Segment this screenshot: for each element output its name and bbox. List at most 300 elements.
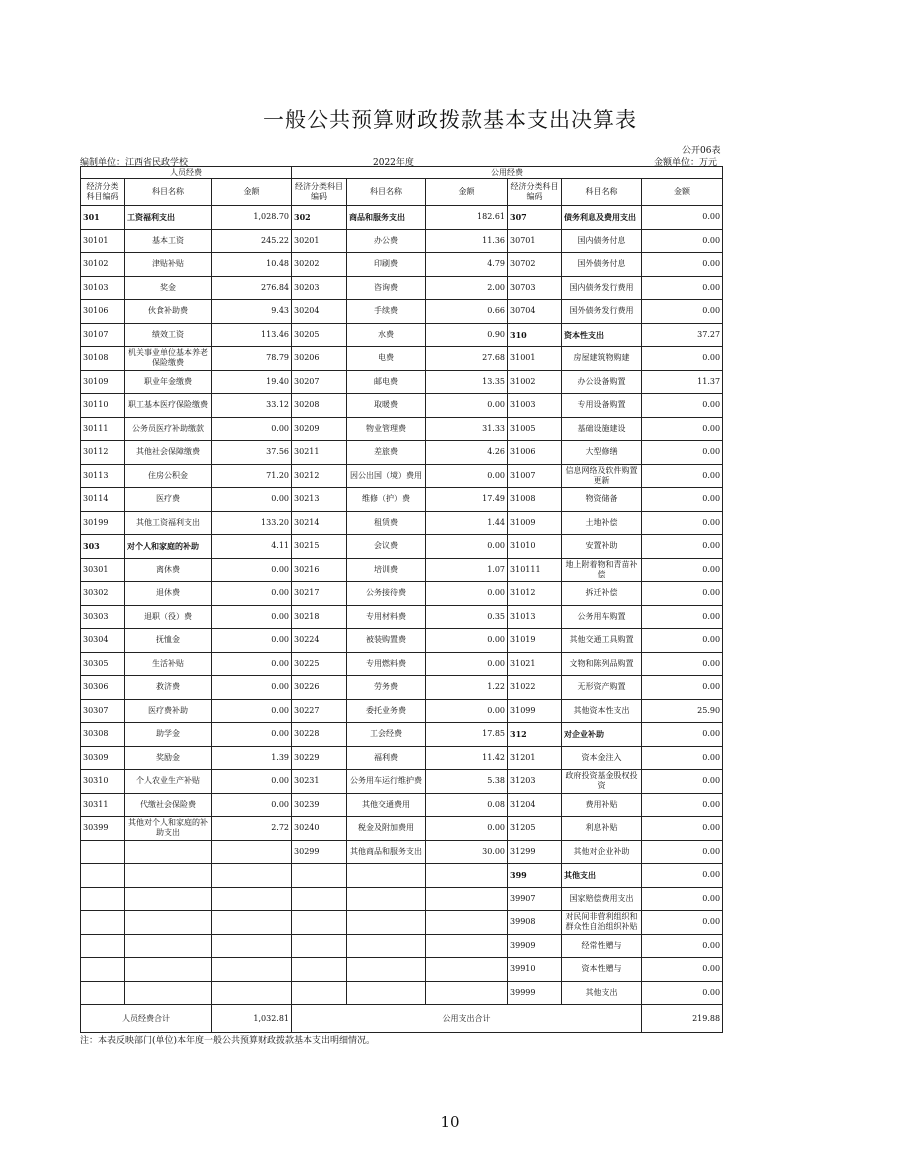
name-cell: 文物和陈列品购置 [562, 652, 642, 676]
name-cell: 奖励金 [125, 746, 212, 770]
table-row [81, 582, 723, 606]
code-cell: 30310 [81, 770, 125, 794]
amount-cell: 0.00 [642, 511, 723, 535]
name-cell: 救济费 [125, 676, 212, 700]
amount-cell: 0.00 [642, 347, 723, 371]
code-cell: 30231 [292, 770, 347, 794]
name-cell: 其他交通工具购置 [562, 629, 642, 653]
table-row [81, 652, 723, 676]
table-row [81, 511, 723, 535]
name-cell: 邮电费 [347, 370, 426, 394]
personnel-total-value: 1,032.81 [212, 1005, 292, 1033]
name-cell: 其他对企业补助 [562, 840, 642, 864]
code-cell: 30239 [292, 793, 347, 817]
code-cell: 31021 [508, 652, 562, 676]
name-cell: 医疗费 [125, 488, 212, 512]
name-cell: 公务用车购置 [562, 605, 642, 629]
amount-cell: 0.00 [426, 535, 508, 559]
code-cell: 30208 [292, 394, 347, 418]
name-cell: 被装购置费 [347, 629, 426, 653]
amount-cell: 0.00 [212, 605, 292, 629]
name-cell: 其他对个人和家庭的补助支出 [125, 817, 212, 841]
amount-cell: 0.00 [212, 676, 292, 700]
amount-cell: 0.00 [212, 558, 292, 582]
amount-cell: 10.48 [212, 253, 292, 277]
amount-cell: 0.00 [642, 958, 723, 982]
code-cell: 310111 [508, 558, 562, 582]
name-cell: 津贴补贴 [125, 253, 212, 277]
code-cell: 302 [292, 206, 347, 230]
table-row [81, 441, 723, 465]
amount-cell: 33.12 [212, 394, 292, 418]
code-cell: 30701 [508, 229, 562, 253]
col-header-name: 科目名称 [347, 179, 426, 206]
name-cell: 工资福利支出 [125, 206, 212, 230]
amount-cell: 0.00 [642, 887, 723, 911]
code-cell: 30307 [81, 699, 125, 723]
name-cell: 对民间非营利组织和群众性自治组织补贴 [562, 911, 642, 935]
name-cell: 利息补贴 [562, 817, 642, 841]
code-cell [81, 864, 125, 888]
code-cell: 30209 [292, 417, 347, 441]
name-cell [347, 981, 426, 1005]
name-cell: 基本工资 [125, 229, 212, 253]
code-cell: 31204 [508, 793, 562, 817]
name-cell: 经常性赠与 [562, 934, 642, 958]
code-cell: 30306 [81, 676, 125, 700]
amount-cell [212, 958, 292, 982]
amount-cell: 17.85 [426, 723, 508, 747]
form-number: 公开06表 [682, 146, 721, 156]
col-header-amount: 金额 [426, 179, 508, 206]
group-header-personnel: 人员经费 [81, 167, 292, 179]
code-cell: 30702 [508, 253, 562, 277]
name-cell: 安置补助 [562, 535, 642, 559]
code-cell: 30211 [292, 441, 347, 465]
table-row [81, 535, 723, 559]
amount-cell: 5.38 [426, 770, 508, 794]
code-cell: 30113 [81, 464, 125, 488]
amount-cell: 0.00 [642, 652, 723, 676]
code-cell: 30224 [292, 629, 347, 653]
amount-cell: 0.00 [642, 981, 723, 1005]
name-cell: 国内债务付息 [562, 229, 642, 253]
code-cell [292, 981, 347, 1005]
col-header-amount: 金额 [642, 179, 723, 206]
amount-cell: 0.00 [642, 605, 723, 629]
fiscal-year: 2022年度 [373, 158, 414, 168]
amount-cell: 2.00 [426, 276, 508, 300]
table-row [81, 206, 723, 230]
table-row [81, 817, 723, 841]
amount-cell: 0.00 [642, 464, 723, 488]
page-title: 一般公共预算财政拨款基本支出决算表 [263, 108, 637, 132]
code-cell: 30213 [292, 488, 347, 512]
name-cell [347, 934, 426, 958]
code-cell: 30226 [292, 676, 347, 700]
amount-cell: 4.26 [426, 441, 508, 465]
table-row [81, 699, 723, 723]
code-cell [81, 911, 125, 935]
amount-cell: 0.00 [426, 629, 508, 653]
expenditure-table [80, 166, 723, 1033]
code-cell: 30299 [292, 840, 347, 864]
name-cell: 政府投资基金股权投资 [562, 770, 642, 794]
amount-cell [212, 840, 292, 864]
name-cell: 差旅费 [347, 441, 426, 465]
table-row [81, 605, 723, 629]
code-cell: 312 [508, 723, 562, 747]
col-header-code: 经济分类科目编码 [292, 179, 347, 206]
code-cell: 30302 [81, 582, 125, 606]
code-cell: 30704 [508, 300, 562, 324]
name-cell: 公务接待费 [347, 582, 426, 606]
name-cell: 地上附着物和青苗补偿 [562, 558, 642, 582]
table-row [81, 394, 723, 418]
code-cell: 30201 [292, 229, 347, 253]
name-cell: 劳务费 [347, 676, 426, 700]
code-cell: 31001 [508, 347, 562, 371]
code-cell: 30111 [81, 417, 125, 441]
name-cell [125, 958, 212, 982]
code-cell: 30225 [292, 652, 347, 676]
amount-cell [426, 958, 508, 982]
amount-cell: 4.79 [426, 253, 508, 277]
amount-cell: 31.33 [426, 417, 508, 441]
name-cell: 医疗费补助 [125, 699, 212, 723]
col-header-name: 科目名称 [125, 179, 212, 206]
amount-cell: 0.00 [642, 582, 723, 606]
code-cell: 30227 [292, 699, 347, 723]
amount-cell: 245.22 [212, 229, 292, 253]
amount-cell: 0.00 [642, 441, 723, 465]
amount-cell: 0.00 [426, 464, 508, 488]
code-cell: 31002 [508, 370, 562, 394]
name-cell [347, 958, 426, 982]
name-cell: 生活补贴 [125, 652, 212, 676]
code-cell: 30109 [81, 370, 125, 394]
amount-cell: 1.07 [426, 558, 508, 582]
amount-cell: 2.72 [212, 817, 292, 841]
amount-cell: 37.27 [642, 323, 723, 347]
code-cell: 30207 [292, 370, 347, 394]
name-cell: 费用补贴 [562, 793, 642, 817]
name-cell: 个人农业生产补贴 [125, 770, 212, 794]
code-cell: 30217 [292, 582, 347, 606]
code-cell: 31008 [508, 488, 562, 512]
code-cell: 30199 [81, 511, 125, 535]
name-cell: 专用燃料费 [347, 652, 426, 676]
name-cell [125, 981, 212, 1005]
table-row [81, 558, 723, 582]
amount-cell: 0.00 [642, 558, 723, 582]
code-cell: 39908 [508, 911, 562, 935]
table-row [81, 464, 723, 488]
code-cell: 30103 [81, 276, 125, 300]
table-row [81, 370, 723, 394]
amount-cell [426, 911, 508, 935]
amount-cell: 13.35 [426, 370, 508, 394]
table-row [81, 793, 723, 817]
amount-cell: 37.56 [212, 441, 292, 465]
name-cell [125, 911, 212, 935]
page-number: 10 [440, 1113, 460, 1131]
name-cell: 国内债务发行费用 [562, 276, 642, 300]
code-cell: 307 [508, 206, 562, 230]
amount-cell: 19.40 [212, 370, 292, 394]
amount-cell: 11.42 [426, 746, 508, 770]
name-cell: 拆迁补偿 [562, 582, 642, 606]
table-row [81, 253, 723, 277]
name-cell: 其他社会保障缴费 [125, 441, 212, 465]
amount-cell [212, 887, 292, 911]
table-row [81, 323, 723, 347]
name-cell: 资本金注入 [562, 746, 642, 770]
currency-unit: 金额单位：万元 [654, 158, 718, 168]
name-cell: 电费 [347, 347, 426, 371]
amount-cell: 0.00 [642, 817, 723, 841]
name-cell: 绩效工资 [125, 323, 212, 347]
code-cell: 31299 [508, 840, 562, 864]
amount-cell: 0.66 [426, 300, 508, 324]
amount-cell [426, 864, 508, 888]
name-cell [125, 864, 212, 888]
code-cell: 30212 [292, 464, 347, 488]
code-cell: 30215 [292, 535, 347, 559]
col-header-name: 科目名称 [562, 179, 642, 206]
code-cell: 31007 [508, 464, 562, 488]
amount-cell [426, 934, 508, 958]
table-row [81, 417, 723, 441]
table-note: 注：本表反映部门(单位)本年度一般公共预算财政拨款基本支出明细情况。 [80, 1036, 376, 1046]
code-cell: 39909 [508, 934, 562, 958]
code-cell: 30214 [292, 511, 347, 535]
amount-cell: 25.90 [642, 699, 723, 723]
group-header-public: 公用经费 [292, 167, 723, 179]
amount-cell [212, 981, 292, 1005]
code-cell: 31205 [508, 817, 562, 841]
name-cell: 离休费 [125, 558, 212, 582]
name-cell: 公务员医疗补助缴款 [125, 417, 212, 441]
amount-cell: 0.00 [642, 840, 723, 864]
name-cell: 办公费 [347, 229, 426, 253]
amount-cell: 0.00 [426, 582, 508, 606]
name-cell: 其他交通费用 [347, 793, 426, 817]
code-cell: 31003 [508, 394, 562, 418]
amount-cell [212, 934, 292, 958]
col-header-code: 经济分类科目编码 [81, 179, 125, 206]
amount-cell: 182.61 [426, 206, 508, 230]
code-cell: 30311 [81, 793, 125, 817]
name-cell [125, 887, 212, 911]
amount-cell: 0.00 [642, 864, 723, 888]
name-cell: 国外债务付息 [562, 253, 642, 277]
table-row [81, 723, 723, 747]
code-cell: 30110 [81, 394, 125, 418]
name-cell: 大型修缮 [562, 441, 642, 465]
code-cell: 30304 [81, 629, 125, 653]
amount-cell: 0.00 [212, 723, 292, 747]
amount-cell: 0.00 [212, 770, 292, 794]
name-cell: 资本性支出 [562, 323, 642, 347]
code-cell: 30205 [292, 323, 347, 347]
name-cell: 水费 [347, 323, 426, 347]
code-cell [292, 887, 347, 911]
code-cell [81, 840, 125, 864]
code-cell: 31010 [508, 535, 562, 559]
amount-cell: 0.00 [426, 652, 508, 676]
name-cell: 咨询费 [347, 276, 426, 300]
name-cell [347, 887, 426, 911]
table-row [81, 676, 723, 700]
amount-cell: 0.00 [642, 394, 723, 418]
public-total-value: 219.88 [642, 1005, 723, 1033]
name-cell [125, 934, 212, 958]
table-row [81, 840, 723, 864]
code-cell [292, 864, 347, 888]
code-cell: 301 [81, 206, 125, 230]
amount-cell [426, 981, 508, 1005]
amount-cell: 0.00 [642, 417, 723, 441]
name-cell: 土地补偿 [562, 511, 642, 535]
name-cell: 基础设施建设 [562, 417, 642, 441]
name-cell: 物资储备 [562, 488, 642, 512]
amount-cell: 0.00 [212, 629, 292, 653]
amount-cell [212, 864, 292, 888]
code-cell: 30106 [81, 300, 125, 324]
amount-cell: 0.00 [212, 488, 292, 512]
table-row [81, 770, 723, 794]
code-cell: 30101 [81, 229, 125, 253]
amount-cell [426, 887, 508, 911]
name-cell: 债务利息及费用支出 [562, 206, 642, 230]
name-cell: 取暖费 [347, 394, 426, 418]
code-cell: 30206 [292, 347, 347, 371]
amount-cell: 0.00 [642, 723, 723, 747]
name-cell: 退职（役）费 [125, 605, 212, 629]
table-row [81, 300, 723, 324]
name-cell: 其他支出 [562, 981, 642, 1005]
amount-cell: 276.84 [212, 276, 292, 300]
code-cell: 31012 [508, 582, 562, 606]
code-cell [81, 887, 125, 911]
amount-cell: 0.00 [642, 535, 723, 559]
name-cell: 商品和服务支出 [347, 206, 426, 230]
amount-cell: 30.00 [426, 840, 508, 864]
name-cell: 其他工资福利支出 [125, 511, 212, 535]
amount-cell: 0.00 [642, 770, 723, 794]
amount-cell: 0.00 [642, 629, 723, 653]
code-cell: 30229 [292, 746, 347, 770]
name-cell: 对个人和家庭的补助 [125, 535, 212, 559]
code-cell: 30203 [292, 276, 347, 300]
amount-cell: 0.00 [642, 676, 723, 700]
table-row [81, 887, 723, 911]
name-cell: 税金及附加费用 [347, 817, 426, 841]
name-cell: 助学金 [125, 723, 212, 747]
amount-cell: 9.43 [212, 300, 292, 324]
code-cell: 30102 [81, 253, 125, 277]
amount-cell: 0.00 [642, 253, 723, 277]
code-cell: 30240 [292, 817, 347, 841]
name-cell: 职业年金缴费 [125, 370, 212, 394]
name-cell: 国家赔偿费用支出 [562, 887, 642, 911]
name-cell: 其他资本性支出 [562, 699, 642, 723]
table-row [81, 958, 723, 982]
code-cell: 30112 [81, 441, 125, 465]
amount-cell: 11.37 [642, 370, 723, 394]
code-cell: 30204 [292, 300, 347, 324]
name-cell: 会议费 [347, 535, 426, 559]
public-total-label: 公用支出合计 [292, 1005, 642, 1033]
name-cell: 其他商品和服务支出 [347, 840, 426, 864]
code-cell [81, 934, 125, 958]
amount-cell: 113.46 [212, 323, 292, 347]
code-cell: 39999 [508, 981, 562, 1005]
amount-cell: 0.00 [642, 911, 723, 935]
amount-cell: 0.00 [426, 817, 508, 841]
code-cell: 30202 [292, 253, 347, 277]
code-cell: 399 [508, 864, 562, 888]
amount-cell: 0.00 [642, 206, 723, 230]
amount-cell: 0.00 [212, 699, 292, 723]
table-row [81, 911, 723, 935]
name-cell: 物业管理费 [347, 417, 426, 441]
name-cell: 工会经费 [347, 723, 426, 747]
amount-cell: 0.00 [212, 652, 292, 676]
name-cell: 公务用车运行维护费 [347, 770, 426, 794]
amount-cell: 1.39 [212, 746, 292, 770]
amount-cell: 0.00 [642, 488, 723, 512]
name-cell: 奖金 [125, 276, 212, 300]
code-cell: 31022 [508, 676, 562, 700]
table-row [81, 276, 723, 300]
code-cell: 39907 [508, 887, 562, 911]
name-cell: 其他支出 [562, 864, 642, 888]
amount-cell: 4.11 [212, 535, 292, 559]
code-cell [292, 911, 347, 935]
amount-cell: 0.00 [212, 417, 292, 441]
amount-cell: 0.00 [642, 934, 723, 958]
code-cell: 30309 [81, 746, 125, 770]
code-cell [292, 934, 347, 958]
code-cell: 30305 [81, 652, 125, 676]
amount-cell: 1.22 [426, 676, 508, 700]
amount-cell: 0.35 [426, 605, 508, 629]
amount-cell: 0.90 [426, 323, 508, 347]
name-cell [347, 864, 426, 888]
code-cell: 30108 [81, 347, 125, 371]
amount-cell: 0.00 [642, 276, 723, 300]
col-header-code: 经济分类科目编码 [508, 179, 562, 206]
amount-cell: 0.00 [426, 699, 508, 723]
amount-cell: 71.20 [212, 464, 292, 488]
code-cell [81, 981, 125, 1005]
name-cell: 无形资产购置 [562, 676, 642, 700]
amount-cell: 0.00 [642, 793, 723, 817]
name-cell: 福利费 [347, 746, 426, 770]
amount-cell: 1.44 [426, 511, 508, 535]
table-row [81, 347, 723, 371]
amount-cell: 17.49 [426, 488, 508, 512]
code-cell: 39910 [508, 958, 562, 982]
name-cell: 维修（护）费 [347, 488, 426, 512]
code-cell: 31005 [508, 417, 562, 441]
code-cell: 31009 [508, 511, 562, 535]
code-cell: 31201 [508, 746, 562, 770]
amount-cell: 0.08 [426, 793, 508, 817]
table-row [81, 981, 723, 1005]
